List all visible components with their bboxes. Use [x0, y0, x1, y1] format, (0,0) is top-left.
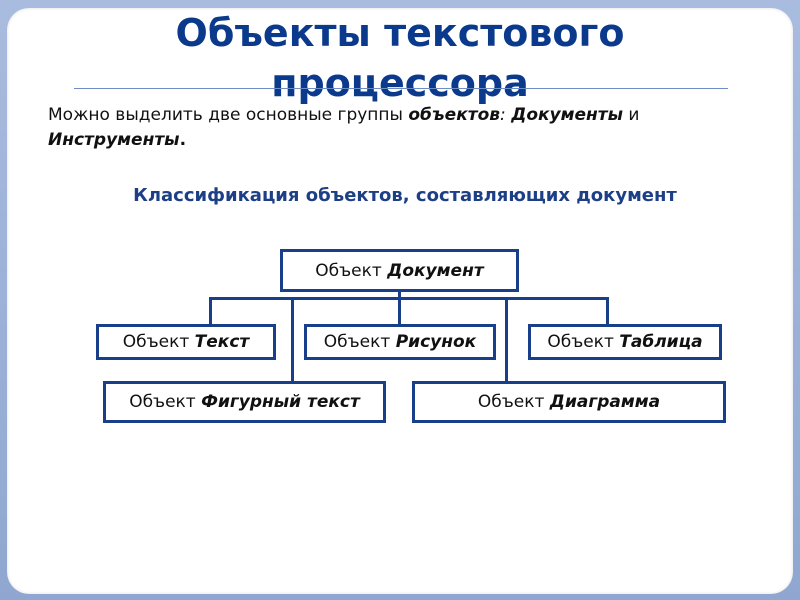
intro-text-3: и: [623, 105, 640, 125]
node-picture-prefix: Объект: [323, 332, 396, 352]
connector-drop-table: [606, 297, 609, 325]
intro-paragraph: [48, 103, 768, 153]
title-line-1: Объекты текстового: [175, 11, 625, 55]
diagram-subtitle: Классификация объектов, составляющих документ: [133, 185, 677, 206]
node-picture-name: Рисунок: [395, 332, 477, 352]
intro-emph-objects: объектов: [408, 105, 501, 125]
node-document: [280, 249, 519, 292]
node-figure-text-prefix: Объект: [129, 392, 202, 412]
intro-emph-documents: Документы: [511, 105, 624, 125]
node-figure-text: [103, 381, 386, 423]
title-line-2: процессора: [271, 61, 529, 105]
connector-drop-picture: [398, 297, 401, 325]
connector-drop-text: [209, 297, 212, 325]
node-document-name: Документ: [387, 260, 484, 281]
node-text-name: Текст: [194, 332, 250, 352]
node-diagram-prefix: Объект: [477, 392, 550, 412]
node-table-name: Таблица: [619, 332, 703, 352]
slide-title: [0, 8, 800, 108]
connector-drop-figure-text: [291, 297, 294, 382]
intro-text-1: Можно выделить две основные группы: [48, 105, 409, 125]
node-diagram: [412, 381, 726, 423]
node-diagram-name: Диаграмма: [549, 392, 661, 412]
node-text: [96, 324, 276, 360]
connector-drop-diagram: [505, 297, 508, 382]
node-picture: [304, 324, 496, 360]
connector-horizontal-bus: [209, 297, 609, 300]
node-table-prefix: Объект: [547, 332, 620, 352]
intro-text-4: .: [179, 130, 187, 150]
node-document-prefix: Объект: [315, 260, 388, 281]
title-divider: [74, 88, 728, 89]
node-figure-text-name: Фигурный текст: [201, 392, 360, 412]
intro-text-2: :: [500, 105, 512, 125]
intro-emph-tools: Инструменты: [48, 130, 180, 150]
node-table: [528, 324, 722, 360]
node-text-prefix: Объект: [122, 332, 195, 352]
